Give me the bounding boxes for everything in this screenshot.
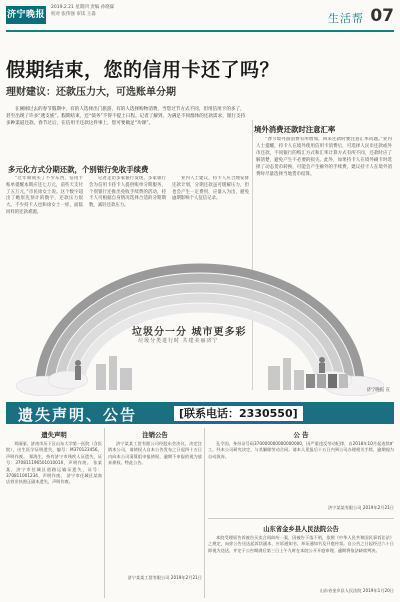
illustration-slogan-sub: 垃圾分类进行时 共建美丽济宁 [138, 338, 219, 344]
cancellation-notice-head: 注销公告 [142, 431, 168, 439]
city-skyline [96, 356, 304, 390]
classifieds-hr [208, 518, 394, 519]
lost-notice-text: 刘丽丽，济南市历下区山东大学第一医院（含医院），出生医学证明遗失，编号：M370123456，声明作废。 郑海生，持有济宁市残疾人证遗失，证号：37081119650101001X，声明作废。 张某某，济宁市任城区道路运输证遗失，证号：370811001234，声明作废。 济宁市任城区某商店营业执照正副本遗失，声明作废。 [6, 441, 102, 485]
court-notice-text: 本院受理原告诉被告买卖合同纠纷一案，因被告下落不明，依照《中华人民共和国民事诉讼法》之规定，向你公告送达起诉状副本、应诉通知书、举证通知书及开庭传票。自公告之日起经过六十日即视为送达，并定于公告期满后第三日上午九时在本院公开开庭审理，逾期将依法缺席判决。 [208, 535, 394, 553]
article-headline: 假期结束，您的信用卡还了吗？ [6, 59, 280, 81]
court-notice-signature: 山东省金乡县人民法院 2019年1月20日 [319, 588, 394, 593]
article-lead: 在刚刚过去的春节假期中，有的人选择出门旅游，有的人选择购物消费，当您过节方式不同，但用信用卡的多了，甚至出现了许多“透支族”。假期结束，还“债务”不得不提上日程。记者了解到，为满足不同群体的还款需求，银行支持多种渠道还款。春节过后，在信用卡还款这件事上，您可要做足“功课”。 [6, 107, 246, 126]
masthead [0, 0, 400, 34]
classifieds-phone: [联系电话：2330550] [174, 406, 303, 421]
company-notice-head: 公 告 [293, 431, 309, 439]
masthead-rule [6, 30, 394, 32]
publication-info [51, 5, 114, 18]
classifieds-title: 遗失声明、公告 [18, 406, 138, 424]
publication-date-line: 2019.2.21 星期四 责编 孙晓霖 [51, 5, 115, 10]
sidebar-article-text: “春节境外游消费有所增加，回来还款时要注意汇率问题。”业内人士提醒，持卡人在境外使用信用卡消费后，可选择人民币还款或外币还款，不同银行的购汇方式和汇率计算方式有所不同，还款时应了解清楚，避免产生不必要的损失。此外，如果持卡人在境外刷卡时选择了动态货币转换，可能会产生额外的手续费，建议持卡人在境外消费时尽量选择当地货币结算。 [256, 137, 392, 177]
sidebar-article-head: 境外消费还款时注意汇率 [254, 125, 336, 134]
rainbow-city-illustration [6, 246, 394, 396]
article-column-3 [172, 176, 249, 242]
classifieds-banner [6, 402, 394, 424]
cancellation-notice-signature: 济宁某某工贸有限公司 2019年2月21日 [127, 575, 202, 580]
article-column-2-text: 记者走访多家银行发现，多家银行会为信用卡持卡人提供账单分期服务，个别银行还推出免收手续费的活动，持卡人可根据自身情况选择合适的分期期数，减轻还款压力。 [89, 176, 166, 209]
article-column-1-text: “过年期间买了不少东西，信用卡账单提醒本期应还七万元，前些天支付了五万元，”市民徐女士说。这个数字超出了她原先预计的数字，还款压力很大。不少持卡人也和徐女士一样，面临同样的还款难题。 [6, 176, 83, 215]
classifieds-divider-1 [104, 428, 105, 598]
cancellation-notice-body [108, 441, 202, 571]
lost-notice-head: 遗失声明 [41, 431, 67, 439]
court-notice-body [208, 535, 394, 585]
article-column-1 [6, 176, 83, 242]
article-section-head: 多元化方式分期还款，个别银行免收手续费 [8, 165, 149, 174]
section-title: 生活帮 [328, 12, 364, 25]
illustration-slogan: 垃圾分一分 城市更多彩 [132, 327, 247, 338]
page-number: 07 [370, 6, 394, 26]
cancellation-notice-text: 济宁某某工贸有限公司经股东会决议，决定注销本公司，请债权人自本公告发布之日起四十五日内向本公司清算组申报债权，逾期不申报的视为放弃债权。特此公告。 [108, 441, 202, 466]
article-column-2 [89, 176, 166, 242]
public-service-illustration [6, 246, 394, 396]
lost-notice-body [6, 441, 102, 591]
classifieds-divider-2 [204, 428, 205, 598]
publication-editors-line: 校对 张伟强 审读 王淼 [51, 11, 96, 17]
court-notice-head: 山东省金乡县人民法院公告 [263, 526, 339, 533]
company-notice-signature: 济宁某某有限公司 2019年2月21日 [327, 505, 394, 510]
newspaper-logo: 济宁晚报 [6, 6, 46, 24]
article-column-3-text: 业内人士建议，持卡人应合理安排还款计划，分期还款虽可缓解压力，但也会产生一定费用，应量入为出，避免逾期影响个人征信记录。 [172, 176, 249, 202]
article-subhead: 理财建议：还款压力大，可选账单分期 [6, 87, 176, 98]
company-notice-text: 孔令国，身份证号码370000000000000000，因严重违反劳动纪律，自2018年10月起连续旷工，经本公司研究决定，与其解除劳动合同。请本人见报后十五日内到公司办理相关手续，逾期视为自动放弃。 [208, 441, 394, 459]
company-notice-body [208, 441, 394, 491]
illustration-credit: 济宁晚报 宣 [366, 388, 390, 393]
